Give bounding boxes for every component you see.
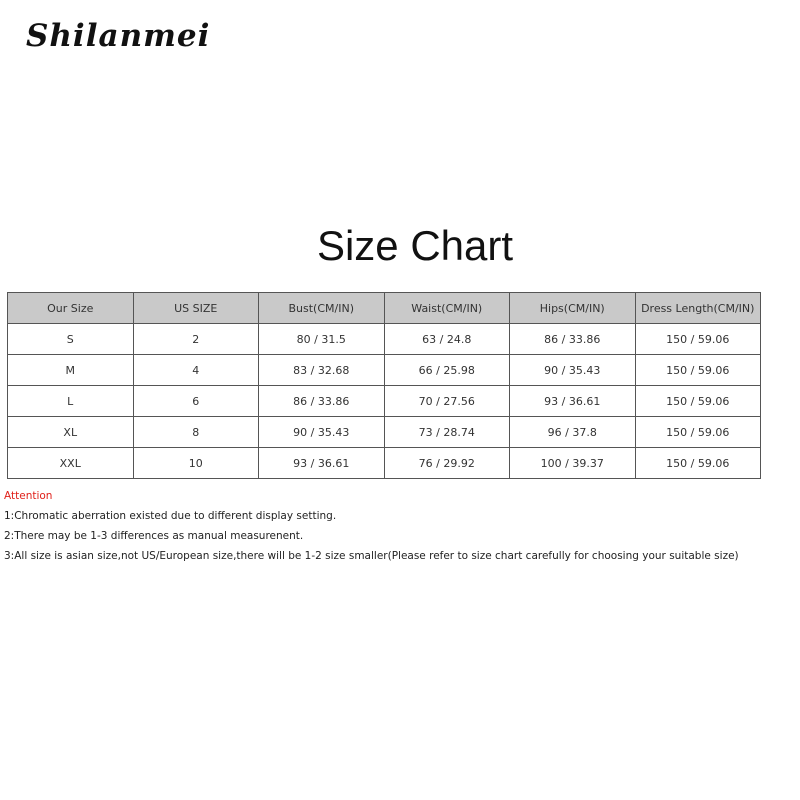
table-cell: 10 [133, 448, 259, 479]
table-cell: 150 / 59.06 [635, 417, 761, 448]
table-cell: 80 / 31.5 [259, 324, 385, 355]
table-cell: S [8, 324, 134, 355]
size-table [7, 292, 761, 479]
table-cell: 83 / 32.68 [259, 355, 385, 386]
note-line: 2:There may be 1-3 differences as manual measurenent. [4, 530, 304, 542]
column-header-our-size: Our Size [8, 293, 134, 324]
table-cell: 86 / 33.86 [259, 386, 385, 417]
table-cell: 66 / 25.98 [384, 355, 510, 386]
table-cell: 2 [133, 324, 259, 355]
note-line: 1:Chromatic aberration existed due to different display setting. [4, 510, 337, 522]
table-row [8, 324, 761, 355]
table-cell: 90 / 35.43 [259, 417, 385, 448]
column-header-hips: Hips(CM/IN) [510, 293, 636, 324]
table-row [8, 448, 761, 479]
table-cell: 90 / 35.43 [510, 355, 636, 386]
table-cell: 96 / 37.8 [510, 417, 636, 448]
table-cell: 93 / 36.61 [259, 448, 385, 479]
table-cell: 150 / 59.06 [635, 355, 761, 386]
table-cell: M [8, 355, 134, 386]
table-cell: 150 / 59.06 [635, 386, 761, 417]
table-cell: 76 / 29.92 [384, 448, 510, 479]
table-cell: 100 / 39.37 [510, 448, 636, 479]
column-header-us-size: US SIZE [133, 293, 259, 324]
attention-notes [4, 489, 739, 569]
column-header-dress-length: Dress Length(CM/IN) [635, 293, 761, 324]
attention-heading: Attention [4, 490, 53, 502]
table-cell: XXL [8, 448, 134, 479]
table-row [8, 386, 761, 417]
table-cell: 150 / 59.06 [635, 324, 761, 355]
table-row [8, 417, 761, 448]
page-title: Size Chart [316, 222, 514, 269]
note-line: 3:All size is asian size,not US/European size,there will be 1-2 size smaller(Please refer to size chart carefully for choosing your suitable size) [4, 550, 739, 562]
table-cell: 6 [133, 386, 259, 417]
table-cell: 8 [133, 417, 259, 448]
table-cell: XL [8, 417, 134, 448]
table-cell: 70 / 27.56 [384, 386, 510, 417]
column-header-waist: Waist(CM/IN) [384, 293, 510, 324]
table-cell: 93 / 36.61 [510, 386, 636, 417]
column-header-bust: Bust(CM/IN) [259, 293, 385, 324]
table-header-row [8, 293, 761, 324]
brand-logo: Shilanmei [26, 18, 211, 54]
table-cell: 150 / 59.06 [635, 448, 761, 479]
table-cell: 63 / 24.8 [384, 324, 510, 355]
table-row [8, 355, 761, 386]
table-cell: 73 / 28.74 [384, 417, 510, 448]
table-cell: 4 [133, 355, 259, 386]
table-cell: L [8, 386, 134, 417]
table-cell: 86 / 33.86 [510, 324, 636, 355]
